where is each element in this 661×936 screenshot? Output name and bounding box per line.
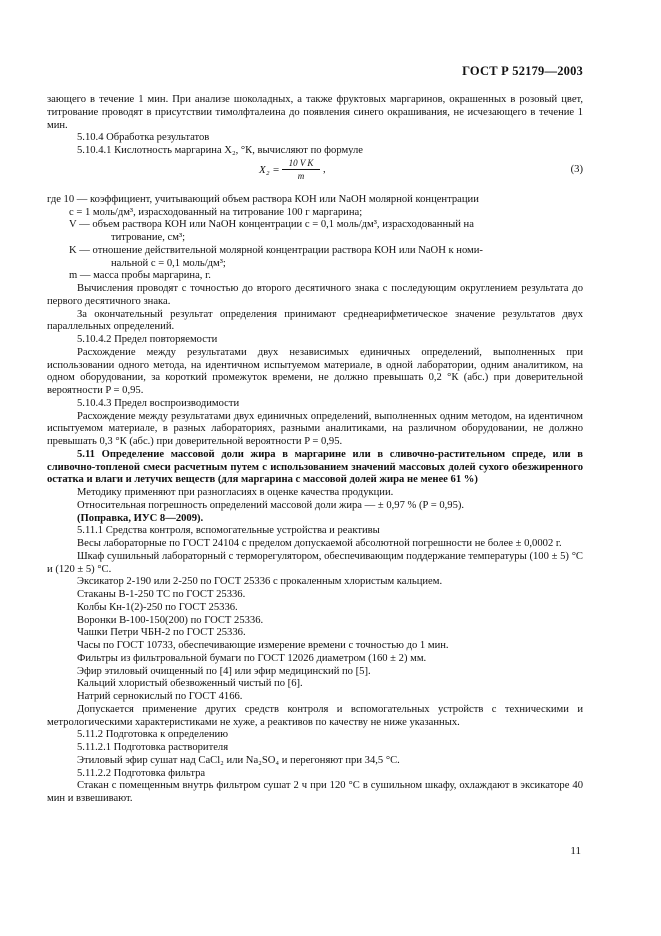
definition: V — объем раствора КОН или NaOH концентрации c = 0,1 моль/дм³, израсходованный на (69, 219, 474, 231)
list-item: Кальций хлористый обезвоженный чистый по [6]. (77, 678, 303, 690)
paragraph: Шкаф сушильный лабораторный с терморегулятором, обеспечивающим поддержание температуры (100 ± 5) °С и (120 ± 5) °С. (47, 550, 583, 575)
list-item: Эфир этиловый очищенный по [4] или эфир медицинский по [5]. (77, 665, 371, 677)
paragraph: Расхождение между результатами двух независимых единичных определений, выполненных при использовании одного метода, на идентичном испытуемом материале, в одной лаборатории, одним аналитиком, на одном оборудовании, за короткий промежуток времени, не должно превышать 0,2 °К (абс.) при доверительной вероятности P = 0,95. (47, 346, 583, 396)
definition: c = 1 моль/дм³, израсходованный на титрование 100 г маргарина; (69, 206, 363, 218)
section-heading: 5.11.2 Подготовка к определению (77, 729, 229, 741)
formula-number: (3) (570, 163, 583, 175)
definition: где 10 — коэффициент, учитывающий объем раствора КОН или NaOH молярной концентрации (47, 193, 479, 205)
formula-fraction (282, 157, 320, 182)
section-heading: 5.11.2.1 Подготовка растворителя (77, 742, 229, 753)
list-item: Чашки Петри ЧБН-2 по ГОСТ 25336. (77, 627, 246, 639)
list-item: Натрий сернокислый по ГОСТ 4166. (77, 691, 243, 702)
document-header: ГОСТ Р 52179—2003 (462, 64, 583, 78)
paragraph: Относительная погрешность определений массовой доли жира — ± 0,97 % (P = 0,95). (77, 499, 465, 511)
formula: X₂ = $\frac{\text{10 V K}}{m}$ , (3) (259, 157, 583, 181)
page-number: 11 (570, 845, 581, 857)
paragraph: зающего в течение 1 мин. При анализе шоколадных, а также фруктовых маргаринов, окрашенных в розовый цвет, титрование проводят в присутствии тимолфталеина до появления синего окрашивания, не исчезающего в течение 1 мин. (47, 94, 583, 131)
section-heading: 5.10.4.2 Предел повторяемости (77, 334, 218, 345)
section-heading: 5.10.4.1 Кислотность маргарина X₂, °К, вычисляют по формуле (77, 145, 363, 156)
paragraph: Этиловый эфир сушат над CaCl₂ или Na₂SO₄ и перегоняют при 34,5 °С. (77, 754, 400, 766)
paragraph: За окончательный результат определения принимают среднеарифметическое значение результатов двух параллельных определений. (47, 308, 583, 333)
list-item: Стаканы В-1-250 ТС по ГОСТ 25336. (77, 589, 246, 600)
section-heading: 5.11.2.2 Подготовка фильтра (77, 767, 206, 779)
section-heading-bold: 5.11 Определение массовой доли жира в маргарине или в сливочно-растительном спреде, или в сливочно-топленой смеси расчетным путем с использованием значений массовых долей сухого обезжиренного остатка и влаги и летучих веществ (для маргарина с массовой долей жира не менее 61 %) (47, 448, 583, 486)
section-heading: 5.10.4.3 Предел воспроизводимости (77, 397, 240, 409)
list-item: Эксикатор 2-190 или 2-250 по ГОСТ 25336 с прокаленным хлористым кальцием. (77, 576, 443, 588)
list-item: Колбы Кн-1(2)-250 по ГОСТ 25336. (77, 601, 238, 613)
list-item: Воронки В-100-150(200) по ГОСТ 25336. (77, 614, 264, 626)
amendment-note: (Поправка, ИУС 8—2009). (77, 512, 204, 524)
formula-numerator: 10 V K (282, 157, 320, 170)
paragraph: Методику применяют при разногласиях в оценке качества продукции. (77, 487, 394, 498)
definition: нальной c = 0,1 моль/дм³; (111, 257, 226, 269)
list-item: Часы по ГОСТ 10733, обеспечивающие измерение времени с точностью до 1 мин. (77, 640, 449, 651)
definition: K — отношение действительной молярной концентрации раствора КОН или NaOH к номи- (69, 244, 483, 256)
list-item: Фильтры из фильтровальной бумаги по ГОСТ 12026 диаметром (160 ± 2) мм. (77, 652, 427, 664)
paragraph: Стакан с помещенным внутрь фильтром сушат 2 ч при 120 °С в сушильном шкафу, охлаждают в эксикаторе 40 мин и взвешивают. (47, 780, 583, 804)
paragraph: Вычисления проводят с точностью до второго десятичного знака с последующим округлением результата до первого десятичного знака. (47, 283, 583, 307)
paragraph: Расхождение между результатами двух единичных определений, выполненных одним методом, на идентичном испытуемом материале, в разных лабораториях, разными аналитиками, на различном оборудовании, не должно превышать 0,3 °К (абс.) при доверительной вероятности P = 0,95. (47, 410, 583, 447)
document-body (47, 94, 583, 806)
section-heading: 5.11.1 Средства контроля, вспомогательные устройства и реактивы (77, 525, 380, 537)
formula-denominator: m (297, 170, 305, 181)
paragraph: Весы лабораторные по ГОСТ 24104 с пределом допускаемой абсолютной погрешности не более ± 0,0002 г. (77, 538, 562, 549)
formula-definitions (47, 194, 583, 283)
paragraph: Допускается применение других средств контроля и вспомогательных устройств с техническими и метрологическими характеристиками не хуже, а реактивов по качеству не ниже указанных. (47, 703, 583, 728)
definition: титрование, см³; (111, 232, 186, 243)
formula-lhs: X₂ = (259, 163, 280, 176)
definition: m — масса пробы маргарина, г. (69, 270, 211, 282)
section-heading: 5.10.4 Обработка результатов (77, 132, 210, 144)
